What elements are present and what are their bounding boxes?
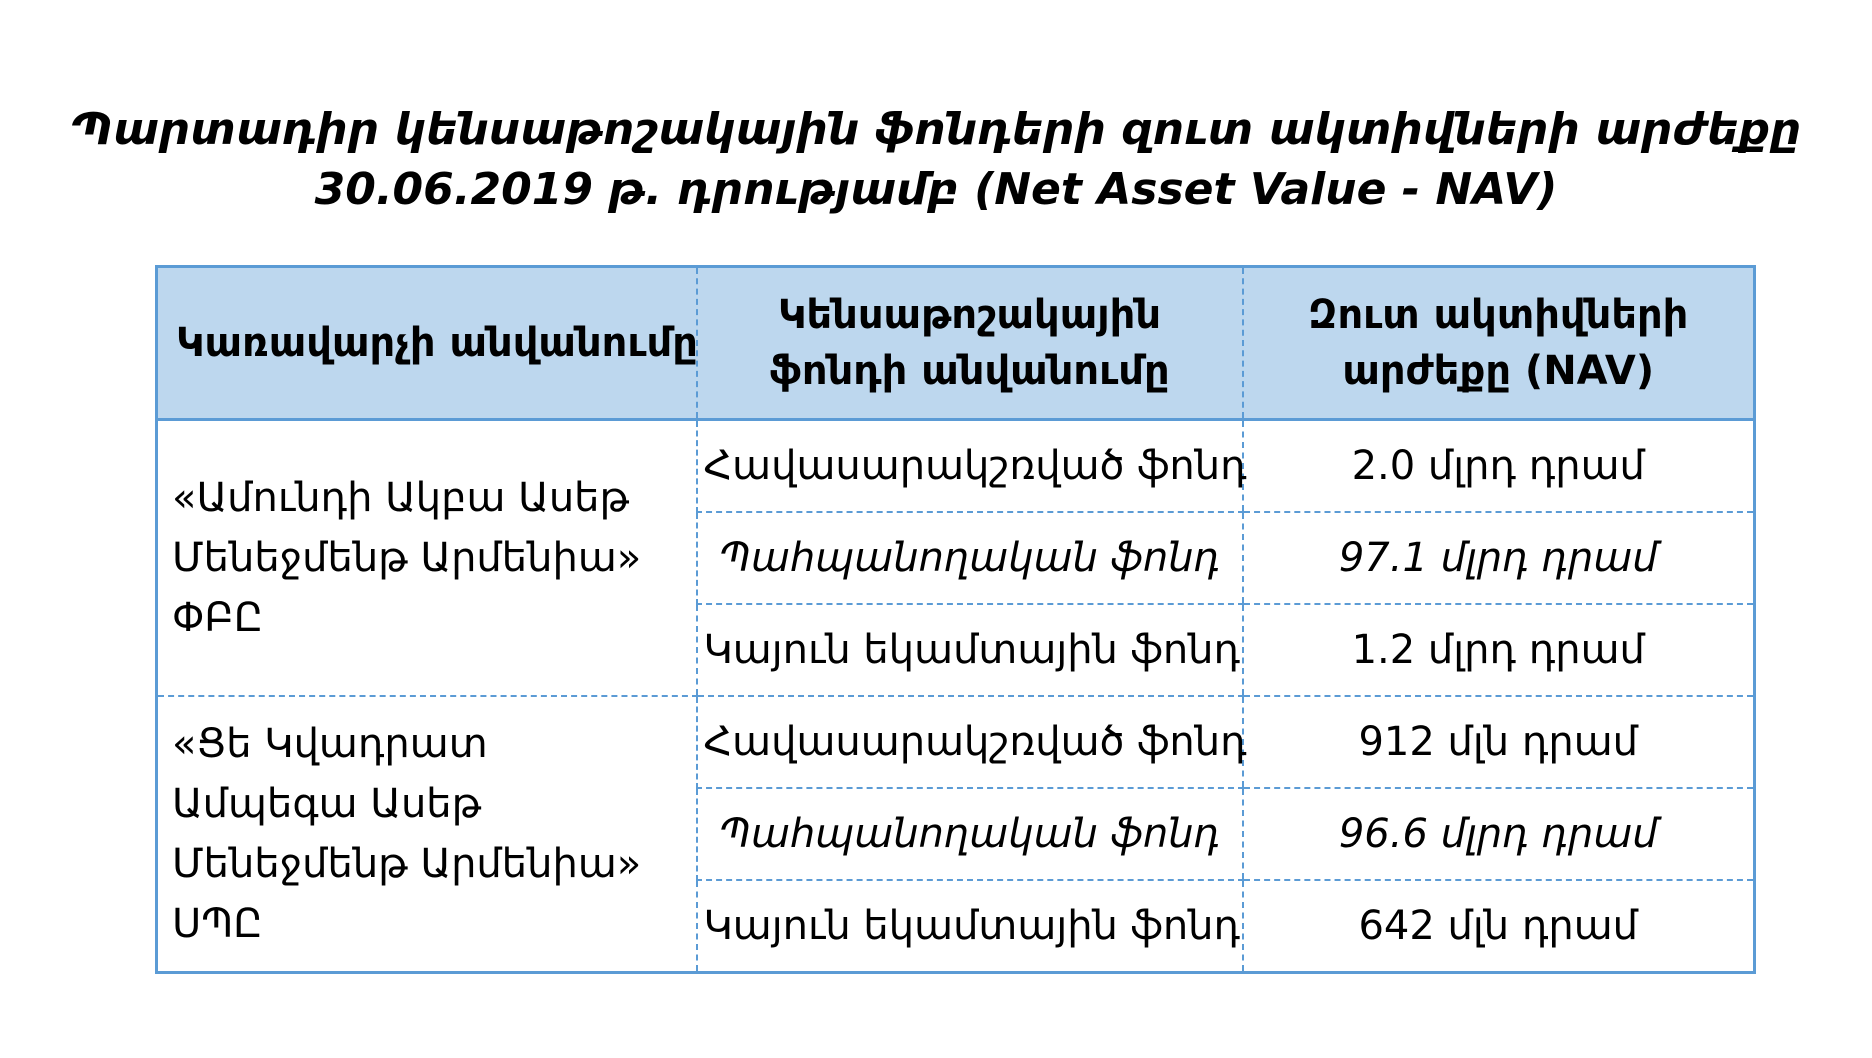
nav-value: 1.2 մլրդ դրամ: [1243, 604, 1755, 696]
nav-table: [155, 265, 1756, 974]
title-line-2: 30.06.2019 թ. դրությամբ (Net Asset Value - NAV): [314, 164, 1558, 215]
header-fund: [697, 267, 1243, 420]
header-nav: [1243, 267, 1755, 420]
table-row: [157, 696, 1755, 788]
manager-name: «Ամունդի Ակբա Ասեթ Մենեջմենթ Արմենիա» ՓԲԸ: [157, 420, 697, 697]
fund-name: Կայուն եկամտային ֆոնդ: [697, 604, 1243, 696]
title-line-1: Պարտադիր կենսաթոշակային ֆոնդերի զուտ ակտիվների արժեքը: [70, 104, 1802, 155]
fund-name: Կայուն եկամտային ֆոնդ: [697, 880, 1243, 973]
table-row: [157, 420, 1755, 513]
nav-value: 2.0 մլրդ դրամ: [1243, 420, 1755, 513]
manager-name: «Ցե Կվադրատ Ամպեգա Ասեթ Մենեջմենթ Արմենիա» ՍՊԸ: [157, 696, 697, 973]
page-title: [0, 100, 1872, 220]
nav-value: 97.1 մլրդ դրամ: [1243, 512, 1755, 604]
header-row: [157, 267, 1755, 420]
fund-name: Հավասարակշռված ֆոնդ: [697, 696, 1243, 788]
header-nav-line-2: արժեքը (NAV): [1342, 348, 1655, 394]
header-fund-line-2: ֆոնդի անվանումը: [769, 348, 1170, 394]
header-fund-line-1: Կենսաթոշակային: [777, 292, 1162, 338]
fund-name: Պահպանողական ֆոնդ: [697, 788, 1243, 880]
fund-name: Պահպանողական ֆոնդ: [697, 512, 1243, 604]
header-manager: Կառավարչի անվանումը: [157, 267, 697, 420]
nav-value: 96.6 մլրդ դրամ: [1243, 788, 1755, 880]
nav-value: 912 մլն դրամ: [1243, 696, 1755, 788]
fund-name: Հավասարակշռված ֆոնդ: [697, 420, 1243, 513]
nav-value: 642 մլն դրամ: [1243, 880, 1755, 973]
header-nav-line-1: Զուտ ակտիվների: [1308, 292, 1689, 338]
